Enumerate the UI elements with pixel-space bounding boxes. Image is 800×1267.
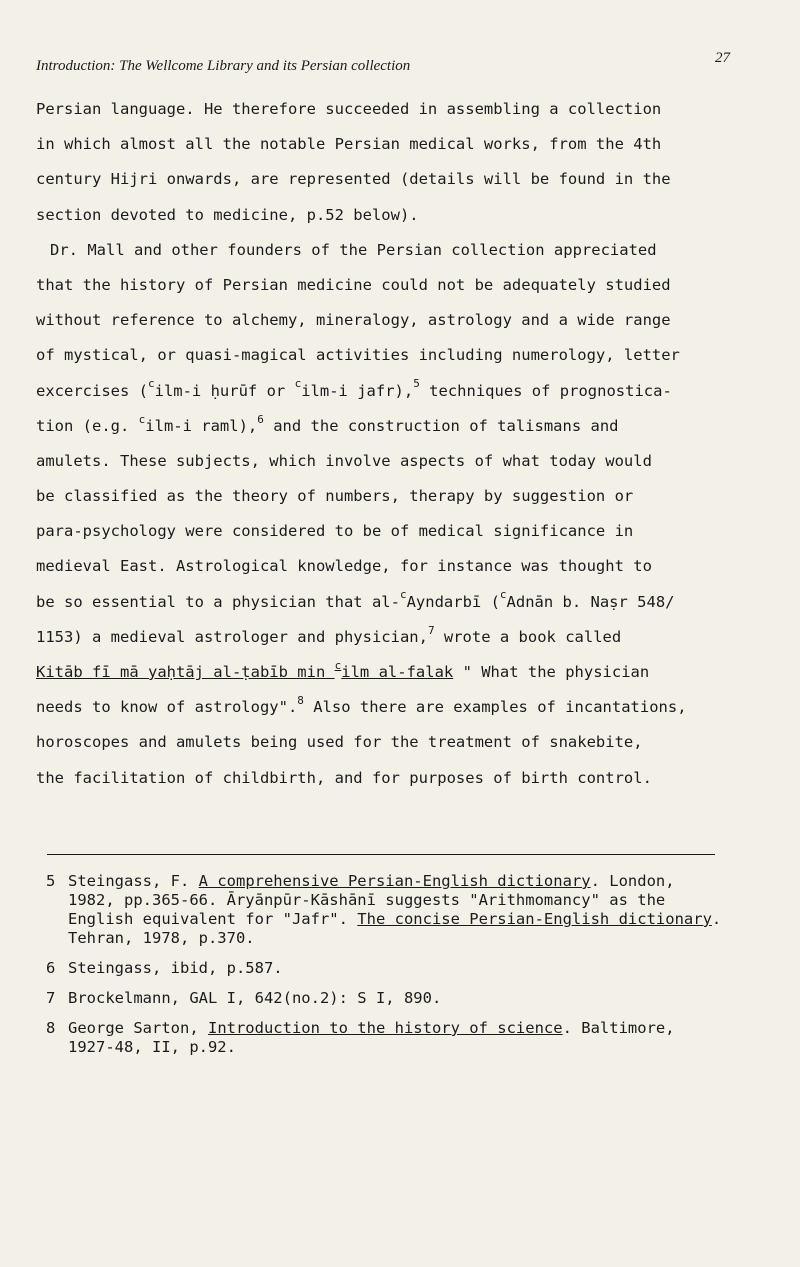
footnote-divider xyxy=(47,854,715,855)
footnote-ref: 5 xyxy=(413,377,420,391)
body-line: tion (e.g. $^c$ilm-i raml),$^6$ and the construction of talismans and xyxy=(36,412,619,435)
book-title: A comprehensive Persian-English dictionary xyxy=(198,872,591,890)
body-line: that the history of Persian medicine could not be adequately studied xyxy=(36,275,671,294)
body-line: be so essential to a physician that al-$^c$Ayndarbī ($^c$Adnān b. Naṣr 548/ xyxy=(36,588,675,611)
body-line: Dr. Mall and other founders of the Persian collection appreciated xyxy=(50,240,657,259)
footnotes xyxy=(46,872,786,1068)
footnote-ref: 7 xyxy=(427,623,435,637)
book-title: Introduction to the history of science xyxy=(207,1019,563,1037)
body-line: without reference to alchemy, mineralogy, astrology and a wide range xyxy=(36,311,671,330)
footnote-ref: 8 xyxy=(297,694,304,708)
footnote-number: 7 xyxy=(46,989,56,1007)
body-line: 1153) a medieval astrologer and physician,$^7$ wrote a book called xyxy=(36,623,622,646)
footnote-6: 6 Steingass, ibid, p.587. xyxy=(46,959,283,977)
body-text xyxy=(36,92,766,796)
body-line: Persian language. He therefore succeeded in assembling a collection xyxy=(36,100,662,118)
footnote-number: 8 xyxy=(46,1019,56,1037)
footnote-8: 8 George Sarton, Introduction to the history of science. Baltimore, 1927-48, II, p.92. xyxy=(46,1019,675,1056)
body-line: para-psychology were considered to be of medical significance in xyxy=(36,522,634,541)
body-line: horoscopes and amulets being used for the treatment of snakebite, xyxy=(36,733,643,752)
body-line: medieval East. Astrological knowledge, for instance was thought to xyxy=(36,557,652,576)
body-line: needs to know of astrology".$^8$ Also there are examples of incantations, xyxy=(36,694,687,717)
book-title: The concise Persian-English dictionary xyxy=(357,910,712,928)
body-line: amulets. These subjects, which involve aspects of what today would xyxy=(36,451,652,470)
body-line: section devoted to medicine, p.52 below). xyxy=(36,205,419,224)
body-line: the facilitation of childbirth, and for purposes of birth control. xyxy=(36,768,652,787)
footnote-number: 6 xyxy=(46,959,56,977)
footnote-5: 5 Steingass, F. A comprehensive Persian-English dictionary. London, 1982, pp.365-66. Āryānpūr-Kāshānī suggests "Arithmomancy" as the English equivalent for "Jafr". The concise Persian-English dictionary. Tehran, 1978, p.370. xyxy=(46,872,722,947)
body-line: be classified as the theory of numbers, therapy by suggestion or xyxy=(36,487,634,506)
body-line: in which almost all the notable Persian medical works, from the 4th xyxy=(36,135,662,154)
page-number: 27 xyxy=(715,50,730,66)
body-line: Kitāb fī mā yaḥtāj al-ṭabīb min $^c$ilm al-falak " What the physician xyxy=(36,658,650,681)
footnote-7: 7 Brockelmann, GAL I, 642(no.2): S I, 890. xyxy=(46,989,442,1007)
body-line: century Hijri onwards, are represented (details will be found in the xyxy=(36,170,671,189)
footnote-ref: 6 xyxy=(257,412,264,426)
footnote-number: 5 xyxy=(46,872,56,890)
body-line: of mystical, or quasi-magical activities including numerology, letter xyxy=(36,346,680,365)
running-title: Introduction: The Wellcome Library and its Persian collection xyxy=(36,58,411,74)
book-title: Kitāb fī mā yaḥtāj al-ṭabīb min xyxy=(36,663,335,681)
body-line: excercises ($^c$ilm-i ḥurūf or $^c$ilm-i jafr),$^5$ techniques of prognostica- xyxy=(36,377,672,400)
